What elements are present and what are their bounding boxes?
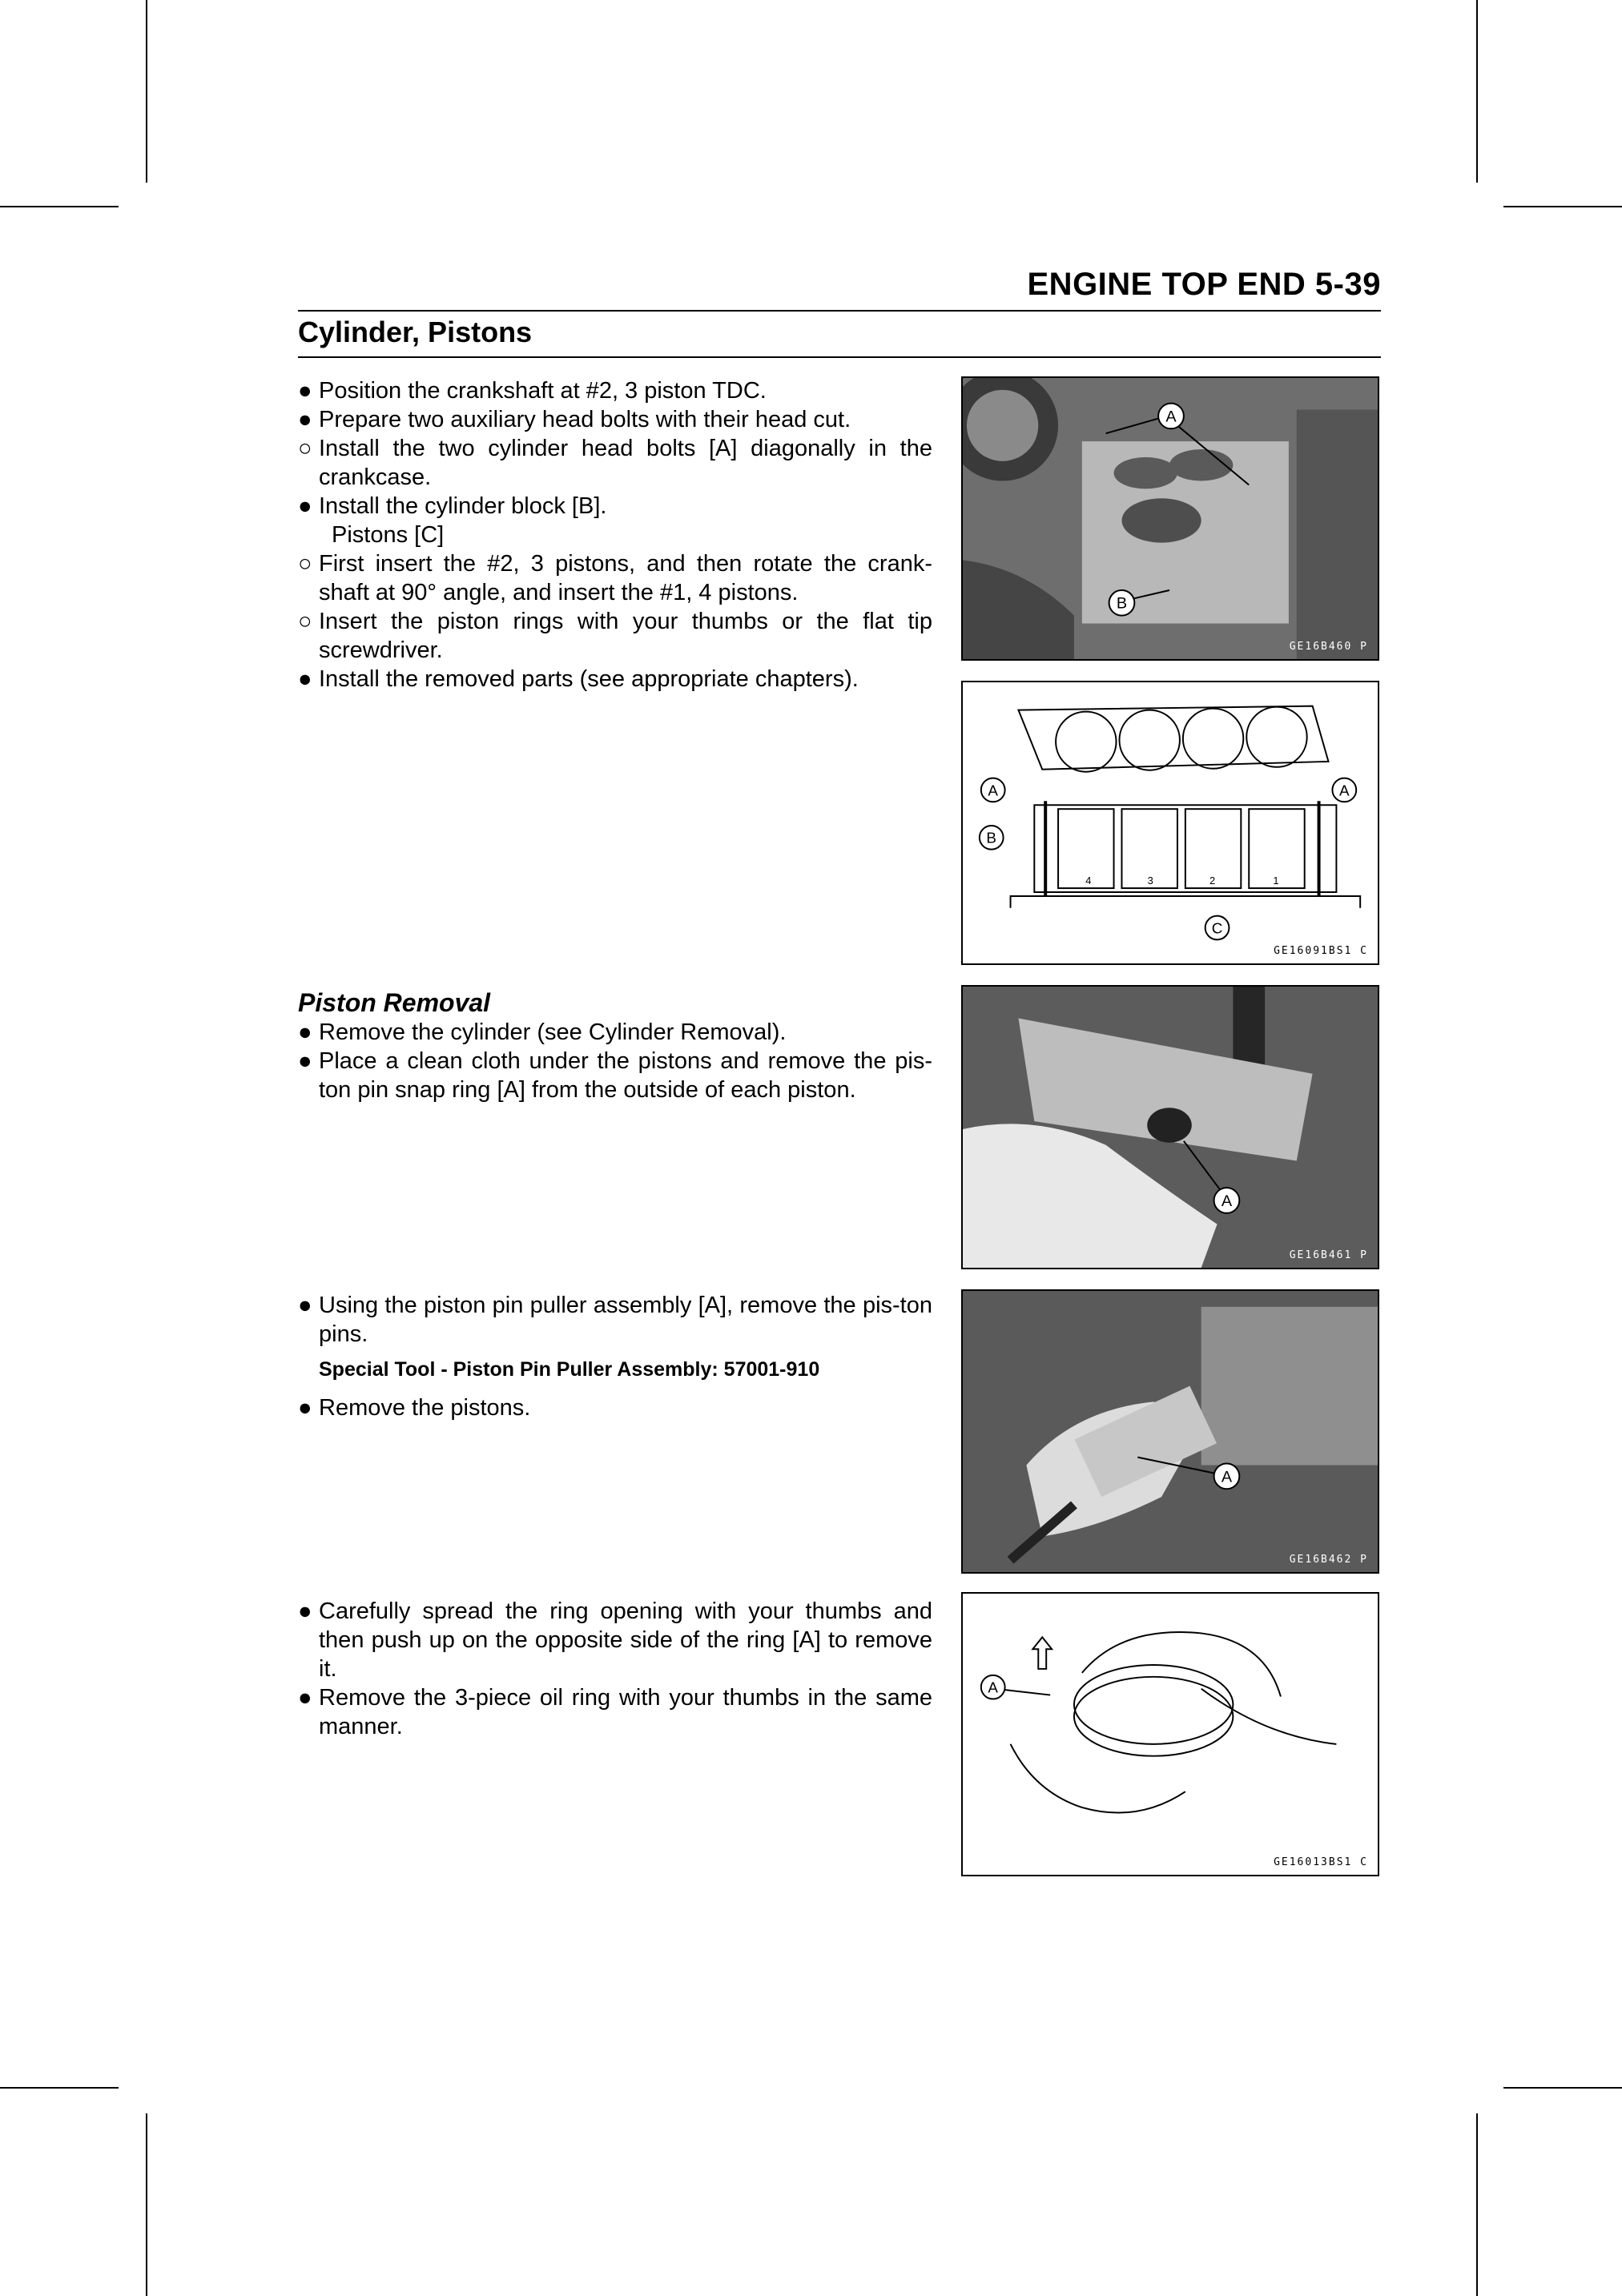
callout-label: A	[1165, 408, 1177, 426]
crop-mark	[0, 206, 119, 207]
piston-removal-d	[298, 1597, 932, 1741]
cylinder-block-photo	[961, 376, 1379, 661]
snap-ring-photo	[961, 985, 1379, 1269]
callout-label: B	[986, 829, 997, 846]
section-title: Cylinder, Pistons	[298, 316, 533, 348]
ring-removal-illustration	[961, 1592, 1379, 1876]
callout-label: A	[988, 1679, 999, 1696]
header-rule	[298, 310, 1381, 312]
callout-label: A	[1221, 1192, 1233, 1210]
piston-number: 2	[1209, 875, 1216, 887]
pin-puller-photo	[961, 1289, 1379, 1574]
list-item: ○ Install the two cylinder head bolts [A] diagonally in the crankcase.	[298, 436, 932, 490]
crop-mark	[146, 2113, 147, 2296]
install-steps	[298, 376, 932, 694]
list-item: ● Install the removed parts (see appropriate chapters).	[298, 666, 859, 692]
list-item: ● Carefully spread the ring opening with your thumbs and then push up on the opposite side of the ring [A] to remove it.	[298, 1598, 932, 1682]
list-item: ○ First insert the #2, 3 pistons, and then rotate the crank-shaft at 90° angle, and insert the #1, 4 pistons.	[298, 551, 932, 605]
crop-mark	[0, 2087, 119, 2089]
special-tool: Special Tool - Piston Pin Puller Assembly: 57001-910	[319, 1358, 820, 1381]
crop-mark	[1476, 0, 1478, 183]
list-item: Pistons [C]	[332, 522, 445, 548]
figure-code: GE16091BS1 C	[1274, 945, 1368, 957]
callout-label: B	[1116, 594, 1128, 613]
crop-mark	[1503, 2087, 1622, 2089]
figure-code: GE16013BS1 C	[1274, 1856, 1368, 1868]
figure-code: GE16B461 P	[1289, 1249, 1368, 1261]
list-item: ● Prepare two auxiliary head bolts with their head cut.	[298, 407, 851, 432]
figure-code: GE16B462 P	[1289, 1554, 1368, 1566]
section-rule	[298, 356, 1381, 358]
piston-number: 1	[1273, 875, 1279, 887]
callout-label: A	[988, 782, 999, 799]
list-item: ● Using the piston pin puller assembly [A], remove the pis-ton pins.	[298, 1293, 932, 1347]
callout-label: A	[1221, 1468, 1233, 1486]
piston-removal-a	[298, 987, 932, 1104]
list-item: ● Remove the pistons.	[298, 1395, 531, 1421]
list-item: ● Place a clean cloth under the pistons and remove the pis-ton pin snap ring [A] from the outside of each piston.	[298, 1048, 932, 1103]
list-item: ● Install the cylinder block [B].	[298, 493, 607, 519]
subsection-heading: Piston Removal	[298, 988, 491, 1017]
list-item: ● Remove the 3-piece oil ring with your thumbs in the same manner.	[298, 1685, 932, 1739]
list-item: ● Position the crankshaft at #2, 3 piston TDC.	[298, 378, 767, 404]
piston-number: 4	[1085, 875, 1092, 887]
callout-label: C	[1211, 919, 1223, 937]
cylinder-diagram	[961, 681, 1379, 965]
callout-label: A	[1339, 782, 1350, 799]
page-header: ENGINE TOP END 5-39	[1027, 267, 1381, 302]
figure-code: GE16B460 P	[1289, 641, 1368, 653]
crop-mark	[146, 0, 147, 183]
piston-number: 3	[1147, 875, 1153, 887]
crop-mark	[1503, 206, 1622, 207]
piston-removal-b	[298, 1291, 932, 1422]
list-item: ○ Insert the piston rings with your thumbs or the flat tip screwdriver.	[298, 609, 932, 663]
list-item: ● Remove the cylinder (see Cylinder Removal).	[298, 1019, 787, 1045]
crop-mark	[1476, 2113, 1478, 2296]
